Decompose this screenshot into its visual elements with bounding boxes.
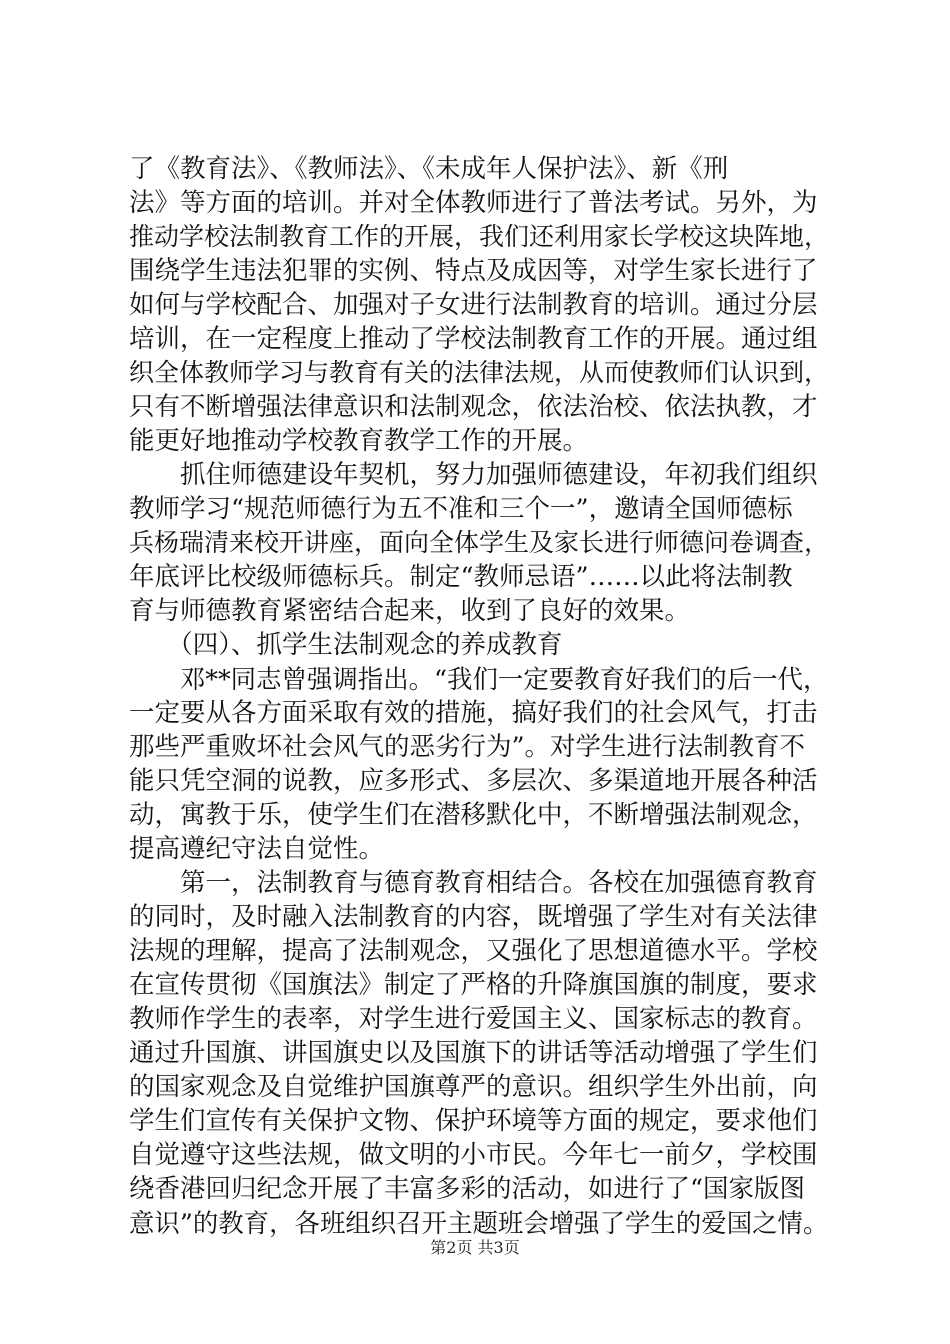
text-line: 推动学校法制教育工作的开展，我们还利用家长学校这块阵地， (129, 222, 830, 251)
text-line: 第一，法制教育与德育教育相结合。各校在加强德育教育 (129, 868, 818, 898)
text-line: 邓**同志曾强调指出。“我们一定要教育好我们的后一代， (129, 664, 829, 694)
page-number-label: 第2页 共3页 (430, 1238, 520, 1257)
text-line: 的国家观念及自觉维护国旗尊严的意识。组织学生外出前，向 (129, 1072, 818, 1102)
body-text (129, 152, 829, 1240)
text-line: 自觉遵守这些法规，做文明的小市民。今年七一前夕，学校围 (129, 1140, 818, 1170)
text-line: 培训，在一定程度上推动了学校法制教育工作的开展。通过组 (129, 324, 818, 354)
text-line: 意识”的教育，各班组织召开主题班会增强了学生的爱国之情。 (129, 1208, 829, 1238)
page-footer (0, 1238, 950, 1258)
text-line: 织全体教师学习与教育有关的法律法规，从而使教师们认识到， (129, 358, 830, 387)
text-line: 学生们宣传有关保护文物、保护环境等方面的规定，要求他们 (129, 1106, 818, 1136)
text-line: 兵杨瑞清来校开讲座，面向全体学生及家长进行师德问卷调查， (129, 528, 830, 557)
text-line: 只有不断增强法律意识和法制观念，依法治校、依法执教，才 (129, 392, 818, 422)
text-line: 围绕学生违法犯罪的实例、特点及成因等，对学生家长进行了 (129, 256, 818, 286)
text-line: 法规的理解，提高了法制观念，又强化了思想道德水平。学校 (129, 936, 818, 966)
text-line: 育与师德教育紧密结合起来，收到了良好的效果。 (129, 596, 691, 626)
text-line: 如何与学校配合、加强对子女进行法制教育的培训。通过分层 (129, 290, 818, 320)
text-line: 教师学习“规范师德行为五不准和三个一”，邀请全国师德标 (129, 494, 793, 524)
text-line: 了《教育法》、《教师法》、《未成年人保护法》、新《刑 (129, 154, 729, 184)
text-line: 通过升国旗、讲国旗史以及国旗下的讲话等活动增强了学生们 (129, 1038, 818, 1068)
text-line: 提高遵纪守法自觉性。 (129, 834, 385, 864)
text-line: 一定要从各方面采取有效的措施，搞好我们的社会风气，打击 (129, 698, 818, 728)
text-line: 绕香港回归纪念开展了丰富多彩的活动，如进行了“国家版图 (129, 1174, 806, 1204)
text-line: 能更好地推动学校教育教学工作的开展。 (129, 426, 589, 456)
text-line: 抓住师德建设年契机，努力加强师德建设，年初我们组织 (129, 460, 818, 490)
text-line: 教师作学生的表率，对学生进行爱国主义、国家标志的教育。 (129, 1004, 818, 1034)
text-line: 能只凭空洞的说教，应多形式、多层次、多渠道地开展各种活 (129, 766, 818, 796)
text-line: 的同时，及时融入法制教育的内容，既增强了学生对有关法律 (129, 902, 818, 932)
text-line: 法》等方面的培训。并对全体教师进行了普法考试。另外，为 (129, 188, 818, 218)
text-line: 年底评比校级师德标兵。制定“教师忌语”……以此将法制教 (129, 562, 793, 592)
text-line: 那些严重败坏社会风气的恶劣行为”。对学生进行法制教育不 (129, 732, 806, 762)
section-heading: （四）、抓学生法制观念的养成教育 (129, 630, 563, 660)
text-line: 在宣传贯彻《国旗法》制定了严格的升降旗国旗的制度，要求 (129, 970, 818, 1000)
text-line: 动，寓教于乐，使学生们在潜移默化中，不断增强法制观念， (129, 800, 818, 830)
